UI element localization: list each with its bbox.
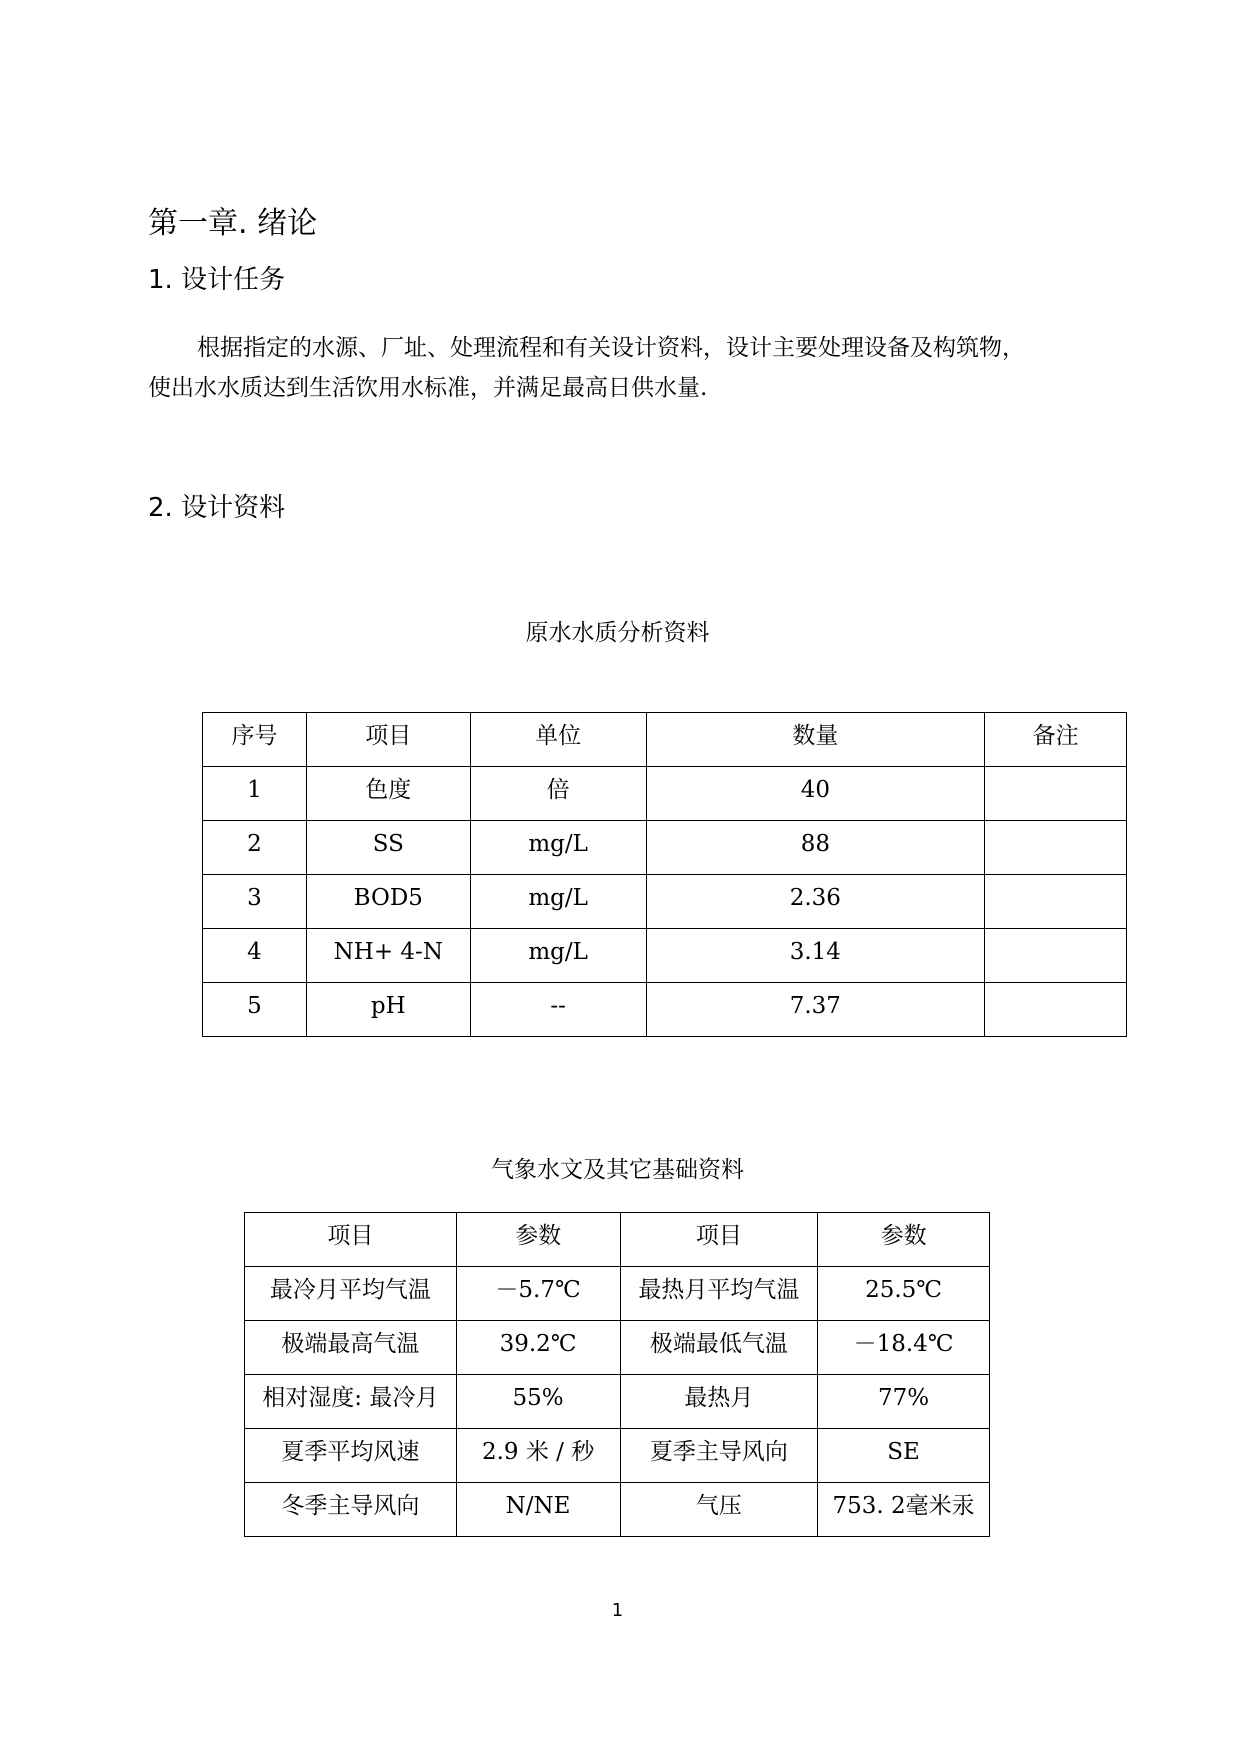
table-header-cell: 备注: [985, 713, 1127, 767]
table-header-cell: 序号: [203, 713, 307, 767]
table-header-cell: 项目: [245, 1213, 457, 1267]
table-cell: NH+ 4-N: [306, 929, 470, 983]
table-cell: pH: [306, 983, 470, 1037]
table-cell: 极端最低气温: [620, 1321, 818, 1375]
table-cell: 最热月平均气温: [620, 1267, 818, 1321]
table-cell: 冬季主导风向: [245, 1483, 457, 1537]
table-cell: 最冷月平均气温: [245, 1267, 457, 1321]
paragraph-line-1: 根据指定的水源、厂址、处理流程和有关设计资料，设计主要处理设备及构筑物，: [197, 335, 1025, 361]
table-cell: 77%: [818, 1375, 990, 1429]
table-cell: [985, 821, 1127, 875]
table-cell: 753. 2毫米汞: [818, 1483, 990, 1537]
section-title-design-data: 2. 设计资料: [148, 493, 286, 523]
table-row: [203, 875, 1127, 929]
table-header-row: [203, 713, 1127, 767]
table-cell: [985, 983, 1127, 1037]
table-header-cell: 项目: [620, 1213, 818, 1267]
table-cell: 5: [203, 983, 307, 1037]
table-cell: N/NE: [456, 1483, 620, 1537]
table-cell: mg/L: [470, 929, 646, 983]
table-cell: 色度: [306, 767, 470, 821]
table-cell: 夏季主导风向: [620, 1429, 818, 1483]
table-cell: SS: [306, 821, 470, 875]
table-header-cell: 项目: [306, 713, 470, 767]
table-cell: SE: [818, 1429, 990, 1483]
table-row: [245, 1321, 990, 1375]
table-cell: BOD5: [306, 875, 470, 929]
table-cell: 相对湿度: 最冷月: [245, 1375, 457, 1429]
table-cell: [985, 929, 1127, 983]
table-header-row: [245, 1213, 990, 1267]
table-row: [245, 1267, 990, 1321]
table-cell: 2.9 米 / 秒: [456, 1429, 620, 1483]
table-cell: 最热月: [620, 1375, 818, 1429]
table-header-cell: 单位: [470, 713, 646, 767]
table-cell: [985, 875, 1127, 929]
table-cell: 7.37: [646, 983, 985, 1037]
table-cell: 39.2℃: [456, 1321, 620, 1375]
table-cell: 88: [646, 821, 985, 875]
table-cell: 1: [203, 767, 307, 821]
table-header-cell: 数量: [646, 713, 985, 767]
table-cell: mg/L: [470, 875, 646, 929]
table-row: [245, 1429, 990, 1483]
table-cell: 夏季平均风速: [245, 1429, 457, 1483]
table-row: [245, 1375, 990, 1429]
table-cell: －18.4℃: [818, 1321, 990, 1375]
table-cell: mg/L: [470, 821, 646, 875]
table-cell: [985, 767, 1127, 821]
table-cell: 3: [203, 875, 307, 929]
table-cell: 40: [646, 767, 985, 821]
chapter-title: 第一章. 绪论: [148, 206, 318, 241]
paragraph-line-2: 使出水水质达到生活饮用水标准，并满足最高日供水量.: [148, 375, 708, 401]
table-cell: 3.14: [646, 929, 985, 983]
meteorological-data-table: [244, 1212, 990, 1537]
table-cell: 25.5℃: [818, 1267, 990, 1321]
table-cell: 极端最高气温: [245, 1321, 457, 1375]
table2-caption: 气象水文及其它基础资料: [491, 1157, 744, 1183]
table-cell: 2.36: [646, 875, 985, 929]
table1-caption: 原水水质分析资料: [525, 620, 710, 646]
table-cell: 2: [203, 821, 307, 875]
table-cell: --: [470, 983, 646, 1037]
section-title-design-task: 1. 设计任务: [148, 265, 286, 295]
table-row: [203, 983, 1127, 1037]
table-cell: 55%: [456, 1375, 620, 1429]
page-number: 1: [611, 1600, 624, 1621]
table-cell: －5.7℃: [456, 1267, 620, 1321]
design-task-paragraph: [148, 328, 1108, 408]
raw-water-quality-table: [202, 712, 1127, 1037]
table-header-cell: 参数: [456, 1213, 620, 1267]
table-row: [203, 767, 1127, 821]
table-cell: 倍: [470, 767, 646, 821]
table-cell: 气压: [620, 1483, 818, 1537]
table-cell: 4: [203, 929, 307, 983]
table-header-cell: 参数: [818, 1213, 990, 1267]
table-row: [245, 1483, 990, 1537]
table-row: [203, 821, 1127, 875]
table-row: [203, 929, 1127, 983]
